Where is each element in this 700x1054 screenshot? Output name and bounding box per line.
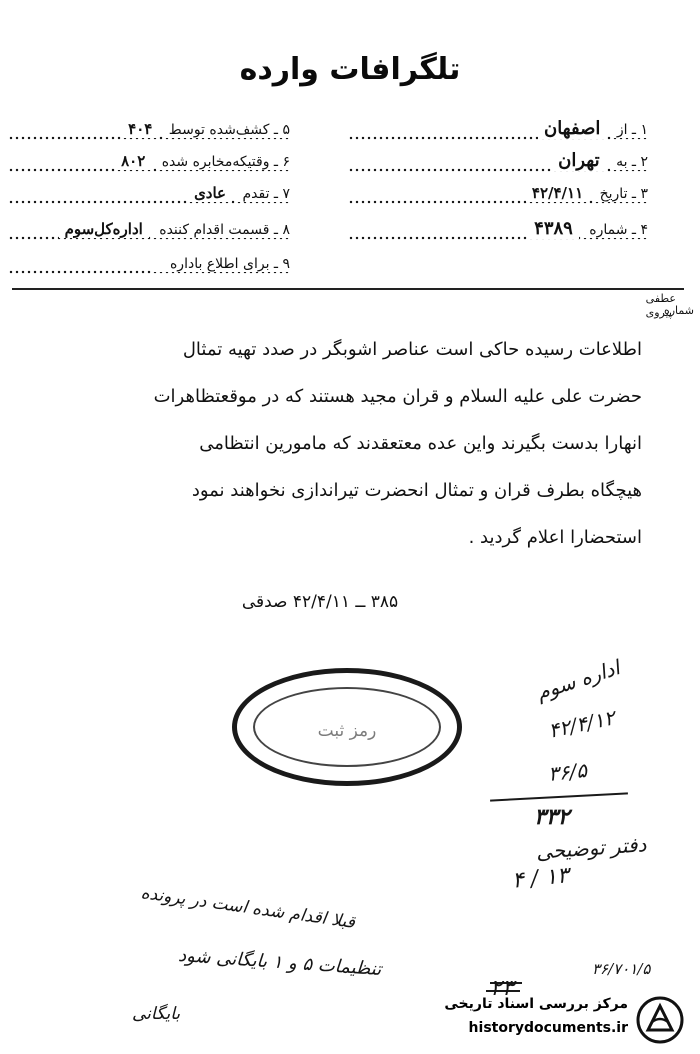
field-info-to xyxy=(8,250,290,276)
field-decoded-by-label: ۵ ـ کشف‌شده توسط xyxy=(163,122,290,138)
header-fields xyxy=(0,112,700,282)
field-to-value: تهران xyxy=(552,150,605,171)
field-priority-value: عادی xyxy=(188,184,232,202)
field-transmit-time-value: ۸۰۲ xyxy=(115,152,151,170)
handwritten-date: ۴۲/۴/۱۲ xyxy=(546,705,617,743)
body-line: انهارا بدست بگیرند واین عده معتعقدند که مامورین انتظامی xyxy=(199,433,642,454)
handwritten-note-1: قبلا اقدام شده است در پرونده xyxy=(139,883,357,933)
archive-watermark xyxy=(396,994,694,1048)
reference-number xyxy=(604,292,694,320)
field-action-unit xyxy=(8,216,290,242)
field-transmit-time xyxy=(8,148,290,174)
field-date-value: ۴۲/۴/۱۱ xyxy=(526,184,589,202)
field-number xyxy=(348,216,648,242)
document-title: تلگرافات وارده xyxy=(239,52,461,87)
archive-name: مرکز بررسی اسناد تاریخی xyxy=(444,996,628,1012)
field-number-value: ۴۳۸۹ xyxy=(528,218,579,239)
field-date xyxy=(348,180,648,206)
handwritten-office: دفتر توضیحی xyxy=(535,832,648,864)
field-action-unit-label: ۸ ـ قسمت اقدام کننده xyxy=(153,222,290,238)
handwritten-archive-number: ۳۶/۷۰۱/۵ xyxy=(592,960,651,978)
field-decoded-by xyxy=(8,116,290,142)
archive-logo-icon xyxy=(636,996,684,1044)
field-number-label: ۴ ـ شماره xyxy=(583,222,648,238)
field-transmit-time-label: ۶ ـ وقتیکه‌مخابره شده xyxy=(156,154,290,170)
handwritten-ref: ۳۶/۵ xyxy=(546,758,589,786)
handwritten-department: اداره سوم xyxy=(533,655,623,705)
field-from xyxy=(348,116,648,142)
handwritten-initials: ۲۳ xyxy=(490,976,514,1001)
reference-number-label: شماره xyxy=(663,304,694,317)
body-line: حضرت علی علیه السلام و قران مجید هستند که در موقعتظاهرات xyxy=(153,386,642,407)
handwritten-note-3: بایگانی xyxy=(132,1004,181,1024)
field-from-value: اصفهان xyxy=(538,118,606,139)
handwritten-date-2: ۱۳ / ۴ xyxy=(510,863,571,894)
stamp-text: رمز ثبت xyxy=(317,721,377,741)
field-to-label: ۲ ـ به xyxy=(610,154,648,170)
field-to xyxy=(348,148,648,174)
section-divider xyxy=(12,288,684,290)
body-line: هیچگاه بطرف قران و تمثال انحضرت تیراندازی نخواهند نمود xyxy=(191,480,642,501)
field-from-label: ۱ ـ از xyxy=(611,122,648,138)
telegram-body xyxy=(42,326,642,561)
body-line: اطلاعات رسیده حاکی است عناصر اشوبگر در صدد تهیه تمثال xyxy=(182,339,642,360)
field-date-label: ۳ ـ تاریخ xyxy=(594,186,648,202)
oval-stamp xyxy=(232,668,462,786)
handwritten-note-2: تنظیمات ۵ و ۱ بایگانی شود xyxy=(177,944,382,981)
field-info-to-label: ۹ ـ برای اطلاع باداره xyxy=(164,256,290,272)
signature-line: ۳۸۵ ــ ۴۲/۴/۱۱ صدقی xyxy=(241,592,399,612)
body-line: استحضارا اعلام گردید . xyxy=(468,527,642,548)
reference-line-1: عطفی xyxy=(645,292,676,305)
archive-url[interactable]: historydocuments.ir xyxy=(468,1020,628,1036)
handwritten-underline xyxy=(490,792,628,801)
field-decoded-by-value: ۴۰۴ xyxy=(122,120,158,138)
reference-line-2: پیروی xyxy=(645,306,672,319)
field-action-unit-value: اداره‌کل‌سوم xyxy=(59,220,149,238)
field-info-to-value xyxy=(152,254,164,272)
field-priority-label: ۷ ـ تقدم xyxy=(236,186,290,202)
handwritten-number: ۳۳۲ xyxy=(534,804,570,830)
field-priority xyxy=(8,180,290,206)
